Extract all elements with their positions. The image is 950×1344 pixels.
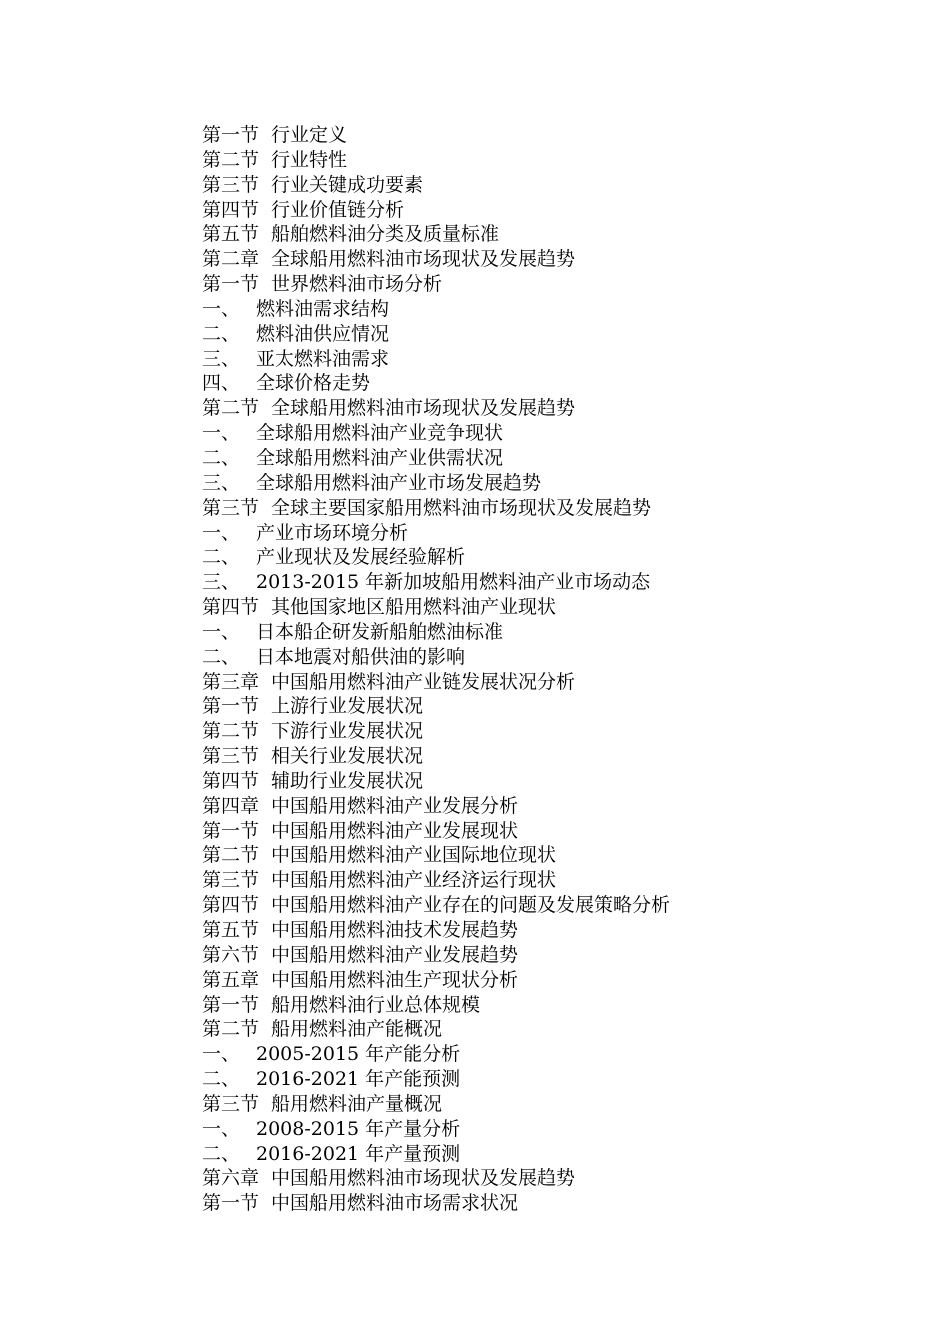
toc-entry (202, 893, 902, 918)
toc-entry-number: 二、 (202, 446, 241, 469)
toc-entry-number: 第四节 (202, 769, 260, 792)
toc-entry-number: 一、 (202, 1117, 241, 1140)
toc-entry-title: 中国船用燃料油市场现状及发展趋势 (271, 1167, 576, 1190)
toc-entry (202, 645, 902, 670)
toc-entry-title: 2016-2021 年产能预测 (256, 1068, 461, 1091)
toc-entry (202, 694, 902, 719)
toc-entry-number: 第三节 (202, 496, 260, 519)
toc-entry-title: 中国船用燃料油产业存在的问题及发展策略分析 (271, 894, 671, 917)
toc-entry-number: 第二节 (202, 1018, 260, 1041)
toc-entry-number: 二、 (202, 645, 241, 668)
toc-entry-number: 第二章 (202, 248, 260, 271)
toc-entry-title: 全球价格走势 (256, 372, 371, 395)
toc-entry-title: 中国船用燃料油市场需求状况 (271, 1192, 519, 1215)
toc-entry-title: 中国船用燃料油产业发展现状 (271, 819, 519, 842)
toc-entry-title: 船舶燃料油分类及质量标准 (271, 223, 500, 246)
toc-entry (202, 794, 902, 819)
toc-entry (202, 918, 902, 943)
toc-entry-number: 第三节 (202, 869, 260, 892)
toc-entry-title: 燃料油需求结构 (256, 297, 390, 320)
toc-entry-title: 中国船用燃料油产业国际地位现状 (271, 844, 557, 867)
toc-entry (202, 396, 902, 421)
toc-entry-title: 船用燃料油行业总体规模 (271, 993, 481, 1016)
toc-entry (202, 247, 902, 272)
toc-entry-number: 一、 (202, 297, 241, 320)
toc-entry-number: 一、 (202, 521, 241, 544)
toc-entry (202, 545, 902, 570)
toc-entry-title: 全球船用燃料油市场现状及发展趋势 (271, 397, 576, 420)
toc-entry-number: 一、 (202, 422, 241, 445)
toc-entry (202, 943, 902, 968)
toc-entry-number: 第二节 (202, 844, 260, 867)
toc-entry-number: 第二节 (202, 720, 260, 743)
toc-entry-number: 第二节 (202, 397, 260, 420)
toc-entry (202, 769, 902, 794)
toc-entry-title: 2016-2021 年产量预测 (256, 1142, 461, 1165)
toc-entry-title: 相关行业发展状况 (271, 745, 424, 768)
toc-entry-number: 第五章 (202, 968, 260, 991)
toc-entry-title: 全球船用燃料油产业供需状况 (256, 446, 504, 469)
toc-entry-title: 亚太燃料油需求 (256, 347, 390, 370)
toc-entry (202, 297, 902, 322)
toc-entry-number: 第二节 (202, 148, 260, 171)
toc-entry-number: 第四节 (202, 198, 260, 221)
toc-entry (202, 719, 902, 744)
toc-entry-title: 中国船用燃料油技术发展趋势 (271, 919, 519, 941)
toc-entry-title: 下游行业发展状况 (271, 720, 424, 743)
toc-entry (202, 1117, 902, 1142)
toc-entry-number: 三、 (202, 571, 241, 594)
toc-entry-title: 2005-2015 年产能分析 (256, 1043, 461, 1066)
toc-entry-title: 中国船用燃料油产业发展趋势 (271, 943, 519, 966)
toc-entry-title: 全球船用燃料油产业竞争现状 (256, 422, 504, 445)
toc-entry (202, 222, 902, 247)
toc-entry-number: 第一节 (202, 1192, 260, 1215)
toc-entry-title: 行业价值链分析 (271, 198, 405, 221)
toc-entry (202, 670, 902, 695)
toc-entry-title: 世界燃料油市场分析 (271, 273, 443, 296)
toc-entry-number: 四、 (202, 372, 241, 395)
toc-entry (202, 272, 902, 297)
toc-entry-title: 产业市场环境分析 (256, 521, 409, 544)
toc-entry-title: 船用燃料油产量概况 (271, 1092, 443, 1115)
toc-entry-number: 第三节 (202, 1092, 260, 1115)
toc-entry (202, 993, 902, 1018)
toc-entry-number: 第六节 (202, 943, 260, 966)
toc-entry-number: 第一节 (202, 695, 260, 718)
toc-entry-number: 第一节 (202, 273, 260, 296)
toc-entry-title: 全球船用燃料油市场现状及发展趋势 (271, 248, 576, 271)
toc-entry (202, 198, 902, 223)
toc-entry-title: 产业现状及发展经验解析 (256, 546, 466, 569)
toc-entry-title: 行业关键成功要素 (271, 173, 424, 196)
toc-entry-title: 日本船企研发新船舶燃油标准 (256, 620, 504, 643)
toc-entry (202, 1166, 902, 1191)
toc-entry (202, 1191, 902, 1216)
toc-entry-title: 2013-2015 年新加坡船用燃料油产业市场动态 (256, 571, 651, 594)
toc-entry-number: 一、 (202, 620, 241, 643)
toc-entry-title: 中国船用燃料油产业发展分析 (271, 794, 519, 817)
toc-entry-number: 二、 (202, 322, 241, 345)
table-of-contents (202, 123, 902, 1216)
toc-entry (202, 570, 902, 595)
toc-entry (202, 1067, 902, 1092)
toc-entry (202, 1017, 902, 1042)
toc-entry-number: 第四节 (202, 596, 260, 619)
toc-entry (202, 496, 902, 521)
toc-entry (202, 371, 902, 396)
toc-entry-title: 日本地震对船供油的影响 (256, 645, 466, 668)
toc-entry-title: 行业特性 (271, 148, 348, 171)
toc-entry (202, 421, 902, 446)
toc-entry (202, 868, 902, 893)
toc-entry (202, 521, 902, 546)
toc-entry-number: 二、 (202, 1142, 241, 1165)
toc-entry (202, 1142, 902, 1167)
toc-entry (202, 148, 902, 173)
toc-entry-number: 第五节 (202, 223, 260, 246)
toc-entry (202, 1092, 902, 1117)
toc-entry (202, 620, 902, 645)
toc-entry-number: 第六章 (202, 1167, 260, 1190)
toc-entry (202, 1042, 902, 1067)
toc-entry-title: 2008-2015 年产量分析 (256, 1117, 461, 1140)
toc-entry-number: 三、 (202, 471, 241, 494)
toc-entry-number: 第四章 (202, 794, 260, 817)
toc-entry (202, 446, 902, 471)
toc-entry-title: 全球主要国家船用燃料油市场现状及发展趋势 (271, 496, 652, 519)
toc-entry-number: 第三节 (202, 173, 260, 196)
toc-entry-title: 燃料油供应情况 (256, 322, 390, 345)
toc-entry-title: 其他国家地区船用燃料油产业现状 (271, 596, 557, 619)
toc-entry-number: 第四节 (202, 894, 260, 917)
toc-entry-number: 第三章 (202, 670, 260, 693)
toc-entry-number: 三、 (202, 347, 241, 370)
toc-entry-number: 二、 (202, 1068, 241, 1091)
toc-entry-title: 全球船用燃料油产业市场发展趋势 (256, 471, 542, 494)
toc-entry-title: 中国船用燃料油产业链发展状况分析 (271, 670, 576, 693)
toc-entry-number: 第五节 (202, 919, 260, 941)
toc-entry-number: 第一节 (202, 124, 260, 146)
toc-entry-title: 辅助行业发展状况 (271, 769, 424, 792)
toc-entry (202, 819, 902, 844)
toc-entry-number: 一、 (202, 1043, 241, 1066)
toc-entry-title: 上游行业发展状况 (271, 695, 424, 718)
toc-entry (202, 595, 902, 620)
toc-entry-number: 第一节 (202, 819, 260, 842)
toc-entry (202, 347, 902, 372)
toc-entry (202, 123, 902, 148)
toc-entry (202, 744, 902, 769)
toc-entry (202, 968, 902, 993)
toc-entry-title: 中国船用燃料油产业经济运行现状 (271, 869, 557, 892)
toc-entry (202, 471, 902, 496)
toc-entry-number: 二、 (202, 546, 241, 569)
toc-entry-title: 中国船用燃料油生产现状分析 (271, 968, 519, 991)
toc-entry-number: 第三节 (202, 745, 260, 768)
toc-entry-title: 行业定义 (271, 124, 348, 146)
toc-entry (202, 173, 902, 198)
toc-entry (202, 843, 902, 868)
toc-entry-title: 船用燃料油产能概况 (271, 1018, 443, 1041)
toc-entry (202, 322, 902, 347)
toc-entry-number: 第一节 (202, 993, 260, 1016)
